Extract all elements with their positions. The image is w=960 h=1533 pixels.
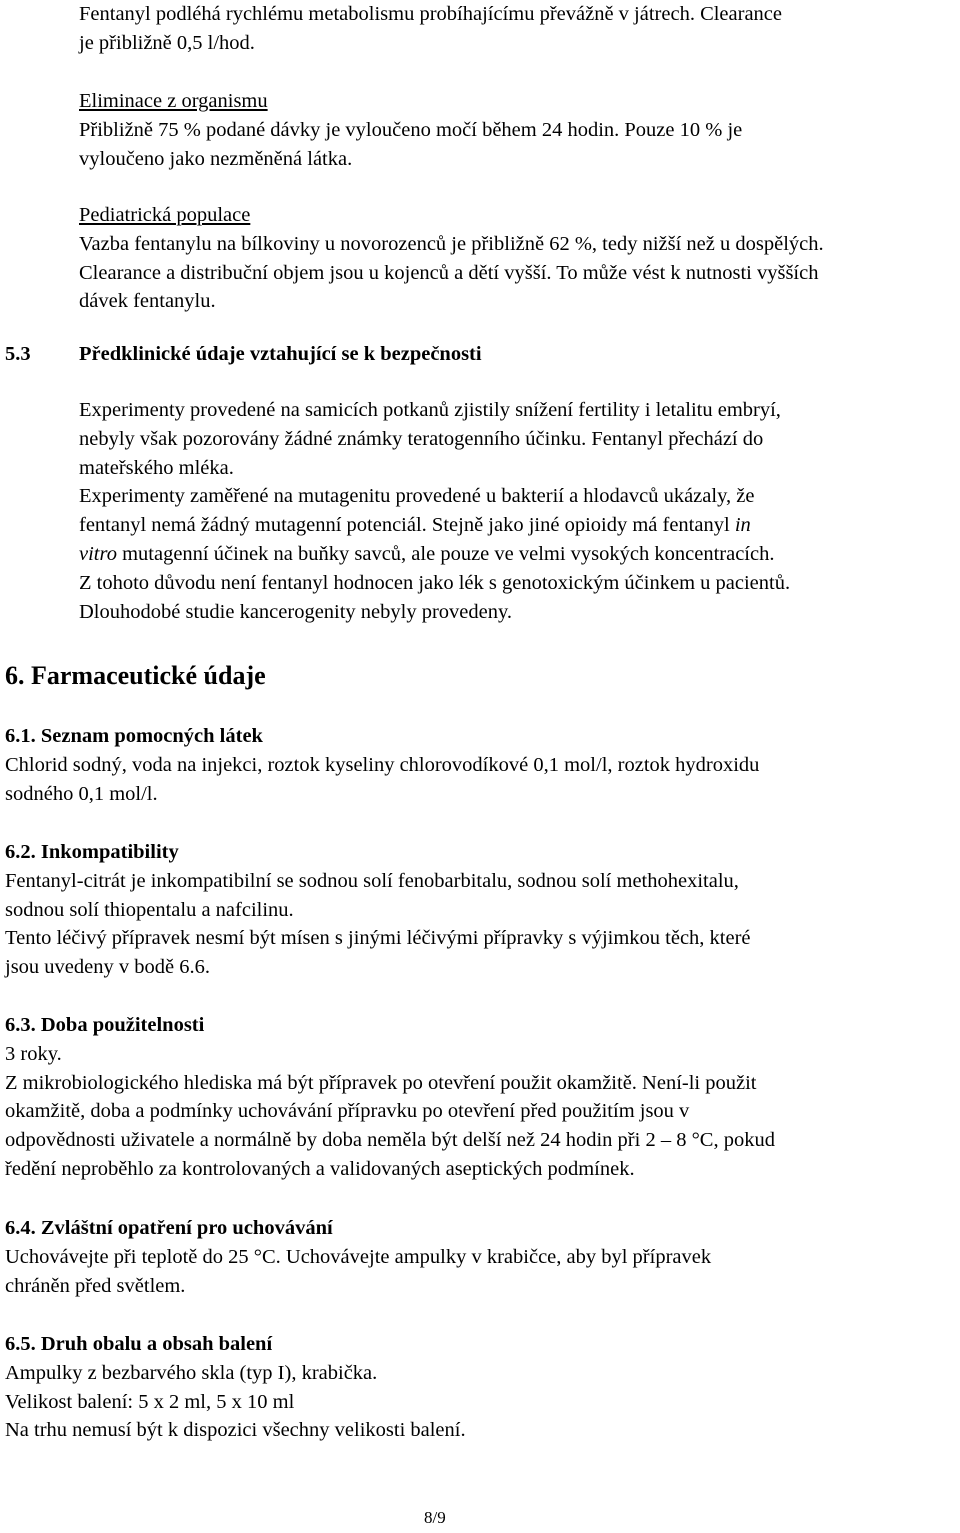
text-line: Ampulky z bezbarvého skla (typ I), krabička. — [5, 1361, 378, 1384]
metabolism-paragraph — [79, 0, 947, 58]
text-line: sodnou solí thiopentalu a nafcilinu. — [5, 898, 294, 921]
section-6-2-title: 6.2. Inkompatibility — [5, 841, 179, 863]
text-line: mateřského mléka. — [79, 456, 234, 479]
pediatric-section — [79, 201, 947, 316]
elimination-section — [79, 87, 947, 173]
text-line: Clearance a distribuční objem jsou u kojenců a dětí vyšší. To může vést k nutnosti vyšších — [79, 261, 819, 284]
text-line: okamžitě, doba a podmínky uchovávání přípravku po otevření před použitím jsou v — [5, 1100, 690, 1123]
text-line: vyloučeno jako nezměněná látka. — [79, 147, 353, 170]
section-6-2 — [5, 838, 955, 982]
text-line: Fentanyl-citrát je inkompatibilní se sodnou solí fenobarbitalu, sodnou solí methohexitalu, — [5, 869, 739, 892]
text-line: Uchovávejte při teplotě do 25 °C. Uchovávejte ampulky v krabičce, aby byl přípravek — [5, 1245, 712, 1268]
text-span: mutagenní účinek na buňky savců, ale pouze ve velmi vysokých koncentracích. — [116, 542, 775, 565]
section-6-5 — [5, 1330, 955, 1445]
text-line: sodného 0,1 mol/l. — [5, 782, 158, 805]
subheading-elimination: Eliminace z organismu — [79, 90, 268, 112]
text-line: Tento léčivý přípravek nesmí být mísen s jinými léčivými přípravky s výjimkou těch, které — [5, 927, 751, 950]
text-line: Chlorid sodný, voda na injekci, roztok kyseliny chlorovodíkové 0,1 mol/l, roztok hydroxidu — [5, 753, 760, 776]
italic-vitro: vitro — [79, 542, 117, 565]
section-6-heading: 6. Farmaceutické údaje — [5, 661, 266, 690]
text-line: Dlouhodobé studie kancerogenity nebyly provedeny. — [79, 600, 513, 623]
text-line — [79, 511, 947, 540]
text-line: Vazba fentanylu na bílkoviny u novorozenců je přibližně 62 %, tedy nižší než u dospělých. — [79, 232, 824, 255]
section-6-1 — [5, 722, 955, 808]
section-6-4 — [5, 1214, 955, 1300]
subheading-pediatric: Pediatrická populace — [79, 204, 251, 226]
text-line: Fentanyl podléhá rychlému metabolismu probíhajícímu převážně v játrech. Clearance — [79, 3, 783, 25]
text-line: jsou uvedeny v bodě 6.6. — [5, 956, 210, 979]
section-5-3-body — [79, 396, 947, 626]
text-line: Experimenty zaměřené na mutagenitu provedené u bakterií a hlodavců ukázaly, že — [79, 485, 755, 508]
text-line — [79, 540, 947, 569]
text-line: chráněn před světlem. — [5, 1274, 186, 1297]
section-6-5-title: 6.5. Druh obalu a obsah balení — [5, 1333, 273, 1355]
page-number: 8/9 — [424, 1508, 446, 1527]
section-number: 5.3 — [5, 343, 31, 365]
text-line: Z mikrobiologického hlediska má být přípravek po otevření použit okamžitě. Není-li použit — [5, 1071, 757, 1094]
section-6-3-title: 6.3. Doba použitelnosti — [5, 1014, 205, 1036]
text-line: Velikost balení: 5 x 2 ml, 5 x 10 ml — [5, 1390, 295, 1413]
text-line: Z tohoto důvodu není fentanyl hodnocen jako lék s genotoxickým účinkem u pacientů. — [79, 571, 791, 594]
section-title: Předklinické údaje vztahující se k bezpečnosti — [79, 343, 482, 365]
text-span: fentanyl nemá žádný mutagenní potenciál. Stejně jako jiné opioidy má fentanyl — [79, 514, 735, 537]
section-6-4-title: 6.4. Zvláštní opatření pro uchovávání — [5, 1217, 333, 1239]
section-6-1-title: 6.1. Seznam pomocných látek — [5, 725, 263, 747]
text-line: nebyly však pozorovány žádné známky teratogenního účinku. Fentanyl přechází do — [79, 427, 764, 450]
text-line: Na trhu nemusí být k dispozici všechny velikosti balení. — [5, 1419, 466, 1442]
text-line: odpovědnosti uživatele a normálně by doba neměla být delší než 24 hodin při 2 – 8 °C, pokud — [5, 1129, 775, 1152]
text-line: Experimenty provedené na samicích potkanů zjistily snížení fertility i letalitu embryí, — [79, 399, 781, 421]
text-line: ředění neproběhlo za kontrolovaných a validovaných aseptických podmínek. — [5, 1157, 635, 1180]
section-6-3 — [5, 1011, 955, 1184]
italic-in: in — [734, 514, 751, 537]
text-line: Přibližně 75 % podané dávky je vyloučeno močí během 24 hodin. Pouze 10 % je — [79, 118, 743, 141]
text-line: je přibližně 0,5 l/hod. — [79, 31, 255, 54]
text-line: dávek fentanylu. — [79, 290, 216, 313]
text-line: 3 roky. — [5, 1042, 62, 1065]
section-5-3-heading — [5, 340, 482, 369]
